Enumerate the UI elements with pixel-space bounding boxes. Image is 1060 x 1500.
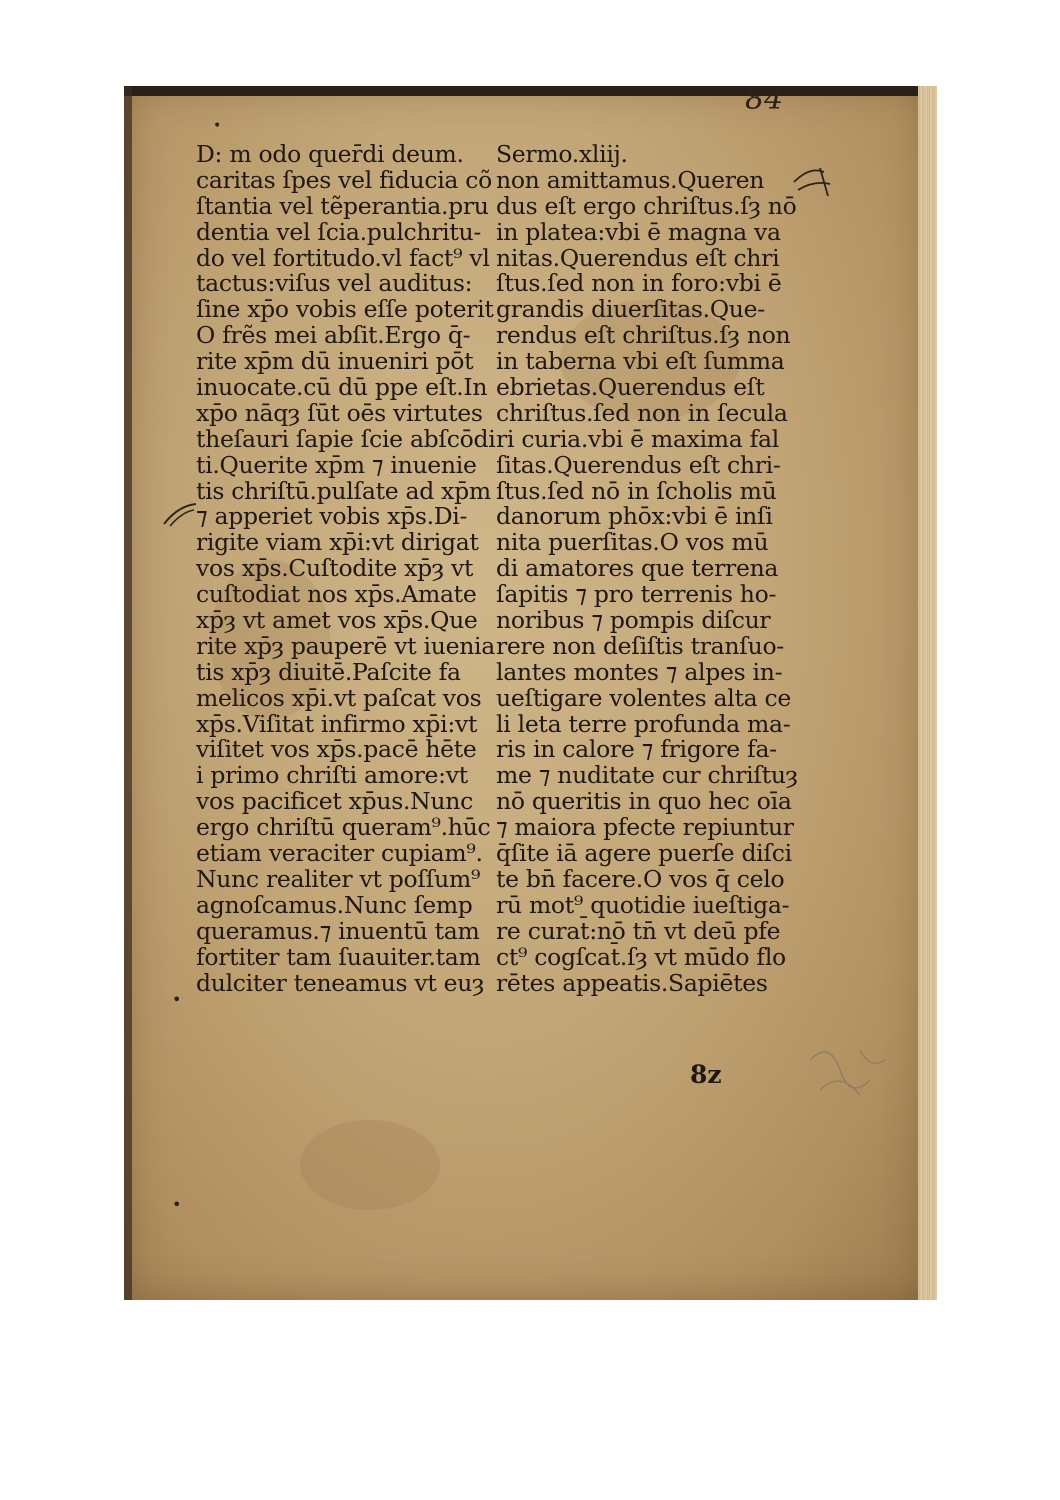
text-column-left <box>196 142 496 996</box>
text-line: vos xp̄s.Cuſtodite xp̄ȝ vt <box>196 554 474 583</box>
text-line: grandis diuerſitas.Que- <box>496 295 765 324</box>
marginal-pen-stroke <box>160 500 200 530</box>
text-line: agnoſcamus.Nunc ſemp <box>196 890 473 919</box>
text-line: re curat̄:nō tn̄ vt deū pfe <box>496 916 781 945</box>
text-line: ſtus.ſed non in foro:vbi ē <box>496 269 782 298</box>
text-line: cuſtodiat nos xp̄s.Amate <box>196 580 477 609</box>
ink-dot: • <box>213 118 222 134</box>
text-line: ⁊ apperiet vobis xp̄s.Di- <box>196 502 468 531</box>
text-line: me ⁊ nuditate cur chriſtuȝ <box>496 761 798 790</box>
text-line: ſine xp̄o vobis eſſe poterit <box>196 295 494 324</box>
text-line: xp̄s.Viſitat infirmo xp̄i:vt <box>196 709 478 738</box>
text-line: tis xp̄ȝ diuitē.Paſcite fa <box>196 657 461 686</box>
text-line: in taberna vbi eſt ſumma <box>496 347 785 376</box>
text-line: rendus eſt chriſtus.ſȝ non <box>496 321 791 350</box>
text-line: rite xp̄m dū inueniri pōt <box>196 347 474 376</box>
text-line: dentia vel ſcia.pulchritu- <box>196 217 482 246</box>
page-top-shadow <box>124 86 937 96</box>
text-line: xp̄o nāqȝ ſūt oēs virtutes <box>196 398 483 427</box>
text-line: tactus:viſus vel auditus: <box>196 269 473 298</box>
text-line: ct⁹ cogſcat̄.ſȝ vt mūdo flo <box>496 942 786 971</box>
text-line: ergo chriſtū queram⁹.hūc <box>196 813 491 842</box>
stain <box>300 1120 440 1210</box>
text-line: dus eſt ergo chriſtus.ſȝ nō <box>496 191 797 220</box>
text-line: rere non deſiſtis tranſuo- <box>496 631 784 660</box>
text-line: ri curia.vbi ē maxima fal <box>496 424 779 453</box>
text-line: ſapitis ⁊ pro terrenis ho- <box>496 580 777 609</box>
page-fore-edge <box>918 86 937 1300</box>
text-line: caritas ſpes vel fiducia cõ <box>196 165 493 194</box>
text-line: vos pacificet xp̄us.Nunc <box>196 787 473 816</box>
text-line: do vel fortitudo.vl fact⁹ vl <box>196 243 490 272</box>
text-line: theſauri ſapie ſcie abſcōdi <box>196 424 496 453</box>
text-line: fortiter tam ſuauiter.tam <box>196 942 481 971</box>
text-line: xp̄ȝ vt amet vos xp̄s.Que <box>196 606 478 635</box>
text-line: viſitet vos xp̄s.pacē hēte <box>196 735 477 764</box>
text-line: danorum phōx:vbi ē inſi <box>496 502 773 531</box>
text-line: melicos xp̄i.vt paſcat vos <box>196 683 482 712</box>
text-line: ebrietas.Querendus eſt <box>496 373 765 402</box>
text-line: ſitas.Querendus eſt chri- <box>496 450 781 479</box>
ink-dot: • <box>172 1195 182 1214</box>
text-line: rigite viam xp̄i:vt dirigat <box>196 528 479 557</box>
text-line: lantes montes ⁊ alpes in- <box>496 657 783 686</box>
signature-mark: 8z <box>690 1060 722 1089</box>
library-stamp <box>800 1040 890 1110</box>
text-line: rite xp̄ȝ pauperē vt iuenia <box>196 631 495 660</box>
text-line: etiam veraciter cupiam⁹. <box>196 839 483 868</box>
text-line: ris in calore ⁊ frigore fa- <box>496 735 777 764</box>
text-line: queramus.⁊ inuentū tam <box>196 916 480 945</box>
text-line: q̄ſite iā agere puerſe diſci <box>496 839 792 868</box>
text-line: noribus ⁊ pompis diſcur <box>496 606 771 635</box>
text-line: di amatores que terrena <box>496 554 779 583</box>
text-line: rū mot⁹ quotidie iueſtiga- <box>496 890 790 919</box>
text-line: nō queritis in quo hec oīa <box>496 787 792 816</box>
text-line: in platea:vbi ē magna va <box>496 217 781 246</box>
text-line: tis chriſtū.pulſate ad xp̄m <box>196 476 491 505</box>
text-line: chriſtus.ſed non in ſecula <box>496 398 788 427</box>
text-line: ſtus.ſed nō in ſcholis mū <box>496 476 777 505</box>
text-line: ⁊ maiora pfecte repiuntur <box>496 813 794 842</box>
text-line: non amittamus.Queren <box>496 165 765 194</box>
folio-number: 84 <box>745 82 784 117</box>
text-line: te bn̄ facere.O vos q̄ celo <box>496 864 785 893</box>
marginal-pen-stroke <box>790 162 840 202</box>
text-column-right <box>496 142 796 996</box>
text-line: O frẽs mei abſit.Ergo q̄- <box>196 321 471 350</box>
ink-dot: • <box>172 990 182 1009</box>
text-line: D: m odo quer̄di deum. <box>196 140 464 168</box>
text-line: ueſtigare volentes alta ce <box>496 683 791 712</box>
text-line: Nunc realiter vt poſſum⁹ <box>196 864 481 893</box>
text-line: Sermo.xliij. <box>496 140 628 168</box>
text-line: ſtantia vel tẽperantia.pru <box>196 191 489 220</box>
text-line: rētes appeatis.Sapiētes <box>496 968 768 997</box>
page-gutter-shadow <box>124 86 132 1300</box>
text-line: ti.Querite xp̄m ⁊ inuenie <box>196 450 477 479</box>
text-line: nitas.Querendus eſt chri <box>496 243 780 272</box>
text-line: nita puerſitas.O vos mū <box>496 528 769 557</box>
text-line: inuocate.cū dū ppe eſt.In <box>196 373 488 402</box>
text-line: dulciter teneamus vt euȝ <box>196 968 485 997</box>
text-line: i primo chriſti amore:vt <box>196 761 468 790</box>
text-line: li leta terre profunda ma- <box>496 709 791 738</box>
